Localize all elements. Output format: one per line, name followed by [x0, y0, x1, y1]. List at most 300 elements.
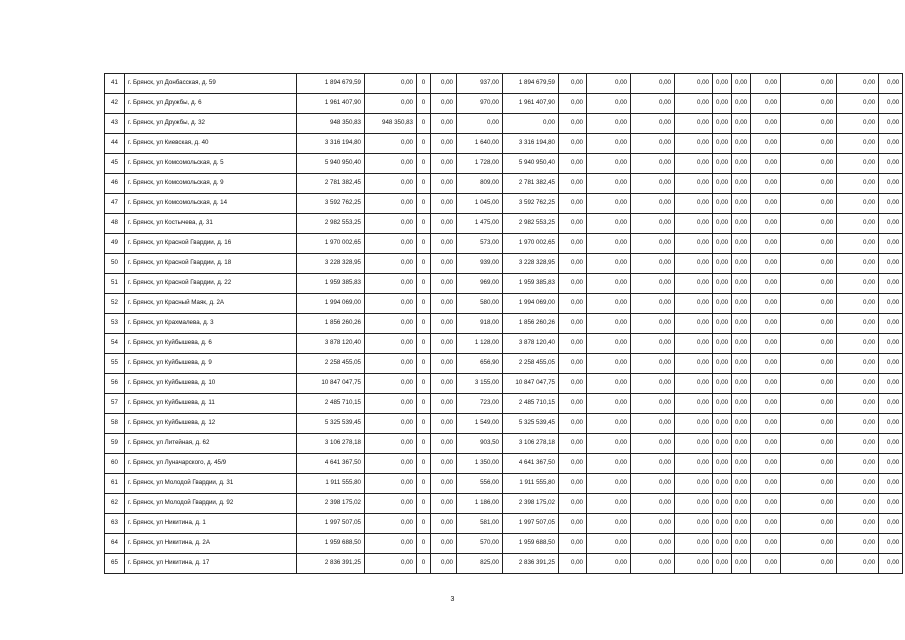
value-cell: 0,00	[631, 194, 675, 214]
value-cell: 0,00	[431, 154, 457, 174]
value-cell: 0,00	[559, 114, 587, 134]
table-row	[105, 554, 903, 574]
value-cell: 0,00	[587, 114, 631, 134]
address-cell: г. Брянск, ул Куйбышева, д. 10	[125, 374, 297, 394]
value-cell: 0,00	[559, 414, 587, 434]
address-cell: г. Брянск, ул Киевская, д. 40	[125, 134, 297, 154]
value-cell: 0,00	[781, 314, 837, 334]
value-cell: 0,00	[587, 374, 631, 394]
value-cell: 1 997 507,05	[297, 514, 365, 534]
value-cell: 0	[417, 394, 431, 414]
table-row	[105, 494, 903, 514]
value-cell: 0,00	[713, 554, 732, 574]
value-cell: 0,00	[431, 94, 457, 114]
value-cell: 0,00	[751, 294, 781, 314]
value-cell: 0,00	[365, 374, 417, 394]
value-cell: 2 398 175,02	[503, 494, 559, 514]
table-row	[105, 434, 903, 454]
table-row	[105, 74, 903, 94]
value-cell: 948 350,83	[365, 114, 417, 134]
value-cell: 0,00	[713, 134, 732, 154]
value-cell: 3 878 120,40	[297, 334, 365, 354]
value-cell: 0,00	[713, 454, 732, 474]
value-cell: 0,00	[751, 454, 781, 474]
value-cell: 1 045,00	[457, 194, 503, 214]
value-cell: 0,00	[713, 474, 732, 494]
value-cell: 3 316 194,80	[503, 134, 559, 154]
value-cell: 918,00	[457, 314, 503, 334]
value-cell: 0,00	[879, 94, 903, 114]
value-cell: 0,00	[837, 534, 879, 554]
value-cell: 0,00	[879, 554, 903, 574]
value-cell: 0,00	[365, 294, 417, 314]
value-cell: 0,00	[837, 554, 879, 574]
value-cell: 0,00	[631, 374, 675, 394]
row-number-cell: 42	[105, 94, 125, 114]
value-cell: 0,00	[431, 74, 457, 94]
value-cell: 0,00	[431, 474, 457, 494]
value-cell: 0,00	[431, 214, 457, 234]
row-number-cell: 44	[105, 134, 125, 154]
value-cell: 0,00	[837, 74, 879, 94]
value-cell: 0,00	[879, 214, 903, 234]
value-cell: 2 485 710,15	[297, 394, 365, 414]
value-cell: 0,00	[732, 554, 751, 574]
value-cell: 0,00	[431, 134, 457, 154]
value-cell: 0,00	[675, 254, 713, 274]
value-cell: 0,00	[631, 314, 675, 334]
value-cell: 1 475,00	[457, 214, 503, 234]
value-cell: 0,00	[879, 174, 903, 194]
value-cell: 0,00	[879, 254, 903, 274]
table-row	[105, 234, 903, 254]
value-cell: 937,00	[457, 74, 503, 94]
value-cell: 1 959 688,50	[503, 534, 559, 554]
value-cell: 0,00	[879, 394, 903, 414]
value-cell: 0,00	[365, 494, 417, 514]
value-cell: 0,00	[713, 514, 732, 534]
table-row	[105, 354, 903, 374]
value-cell: 0,00	[431, 454, 457, 474]
value-cell: 0,00	[559, 254, 587, 274]
address-cell: г. Брянск, ул Дружбы, д. 32	[125, 114, 297, 134]
value-cell: 5 940 950,40	[503, 154, 559, 174]
value-cell: 0,00	[675, 234, 713, 254]
value-cell: 0,00	[732, 114, 751, 134]
value-cell: 0,00	[732, 234, 751, 254]
value-cell: 0,00	[631, 154, 675, 174]
value-cell: 0,00	[713, 534, 732, 554]
value-cell: 0,00	[781, 434, 837, 454]
value-cell: 0,00	[559, 174, 587, 194]
value-cell: 0,00	[713, 274, 732, 294]
value-cell: 0,00	[631, 294, 675, 314]
value-cell: 0,00	[559, 434, 587, 454]
value-cell: 0,00	[631, 354, 675, 374]
value-cell: 0,00	[837, 274, 879, 294]
value-cell: 0,00	[751, 534, 781, 554]
value-cell: 0,00	[781, 254, 837, 274]
value-cell: 0,00	[713, 394, 732, 414]
value-cell: 0,00	[781, 474, 837, 494]
row-number-cell: 63	[105, 514, 125, 534]
value-cell: 0,00	[431, 554, 457, 574]
value-cell: 0,00	[587, 134, 631, 154]
value-cell: 0,00	[559, 234, 587, 254]
value-cell: 0,00	[559, 214, 587, 234]
row-number-cell: 58	[105, 414, 125, 434]
value-cell: 0,00	[751, 394, 781, 414]
value-cell: 0,00	[675, 434, 713, 454]
value-cell: 0,00	[879, 334, 903, 354]
row-number-cell: 60	[105, 454, 125, 474]
value-cell: 3 106 278,18	[503, 434, 559, 454]
row-number-cell: 56	[105, 374, 125, 394]
value-cell: 0,00	[781, 414, 837, 434]
value-cell: 0,00	[837, 94, 879, 114]
value-cell: 0,00	[587, 474, 631, 494]
value-cell: 0,00	[837, 434, 879, 454]
value-cell: 0,00	[587, 214, 631, 234]
value-cell: 0,00	[587, 154, 631, 174]
value-cell: 0,00	[559, 374, 587, 394]
value-cell: 903,50	[457, 434, 503, 454]
value-cell: 0,00	[631, 414, 675, 434]
value-cell: 0,00	[559, 274, 587, 294]
value-cell: 0,00	[713, 434, 732, 454]
value-cell: 0,00	[732, 314, 751, 334]
value-cell: 0,00	[732, 134, 751, 154]
value-cell: 0	[417, 514, 431, 534]
value-cell: 0,00	[713, 94, 732, 114]
address-cell: г. Брянск, ул Луначарского, д. 45/9	[125, 454, 297, 474]
value-cell: 2 781 382,45	[297, 174, 365, 194]
value-cell: 556,00	[457, 474, 503, 494]
value-cell: 3 228 328,95	[297, 254, 365, 274]
value-cell: 0,00	[781, 274, 837, 294]
row-number-cell: 43	[105, 114, 125, 134]
value-cell: 0,00	[675, 474, 713, 494]
value-cell: 0,00	[837, 174, 879, 194]
value-cell: 948 350,83	[297, 114, 365, 134]
value-cell: 0,00	[751, 234, 781, 254]
value-cell: 1 970 002,65	[297, 234, 365, 254]
value-cell: 0,00	[781, 354, 837, 374]
value-cell: 0,00	[631, 394, 675, 414]
table-row	[105, 474, 903, 494]
value-cell: 0,00	[587, 74, 631, 94]
value-cell: 0,00	[587, 494, 631, 514]
value-cell: 0,00	[559, 294, 587, 314]
value-cell: 0,00	[431, 274, 457, 294]
value-cell: 0,00	[431, 254, 457, 274]
value-cell: 0,00	[631, 114, 675, 134]
value-cell: 0,00	[879, 274, 903, 294]
value-cell: 0,00	[837, 134, 879, 154]
value-cell: 0,00	[365, 454, 417, 474]
value-cell: 0,00	[713, 314, 732, 334]
address-cell: г. Брянск, ул Молодой Гвардии, д. 92	[125, 494, 297, 514]
value-cell: 0,00	[879, 134, 903, 154]
value-cell: 0,00	[365, 134, 417, 154]
value-cell: 0,00	[365, 94, 417, 114]
address-cell: г. Брянск, ул Комсомольская, д. 14	[125, 194, 297, 214]
row-number-cell: 64	[105, 534, 125, 554]
table-row	[105, 534, 903, 554]
row-number-cell: 53	[105, 314, 125, 334]
value-cell: 0,00	[587, 454, 631, 474]
value-cell: 0,00	[559, 534, 587, 554]
table-row	[105, 114, 903, 134]
value-cell: 1 350,00	[457, 454, 503, 474]
value-cell: 0,00	[559, 514, 587, 534]
value-cell: 0,00	[879, 354, 903, 374]
value-cell: 0,00	[365, 314, 417, 334]
table-row	[105, 214, 903, 234]
value-cell: 0,00	[713, 114, 732, 134]
value-cell: 1 549,00	[457, 414, 503, 434]
value-cell: 0	[417, 214, 431, 234]
value-cell: 0,00	[587, 554, 631, 574]
value-cell: 0,00	[457, 114, 503, 134]
value-cell: 0,00	[503, 114, 559, 134]
value-cell: 0,00	[751, 354, 781, 374]
value-cell: 0,00	[365, 174, 417, 194]
value-cell: 0,00	[713, 414, 732, 434]
value-cell: 0,00	[365, 234, 417, 254]
value-cell: 0	[417, 154, 431, 174]
value-cell: 0,00	[559, 554, 587, 574]
value-cell: 0,00	[751, 494, 781, 514]
value-cell: 0,00	[751, 214, 781, 234]
value-cell: 0,00	[781, 94, 837, 114]
address-cell: г. Брянск, ул Красной Гвардии, д. 16	[125, 234, 297, 254]
value-cell: 3 228 328,95	[503, 254, 559, 274]
value-cell: 2 982 553,25	[297, 214, 365, 234]
value-cell: 1 911 555,80	[503, 474, 559, 494]
value-cell: 0,00	[675, 194, 713, 214]
row-number-cell: 47	[105, 194, 125, 214]
value-cell: 0	[417, 354, 431, 374]
value-cell: 2 982 553,25	[503, 214, 559, 234]
value-cell: 0,00	[365, 554, 417, 574]
value-cell: 0,00	[713, 74, 732, 94]
value-cell: 580,00	[457, 294, 503, 314]
value-cell: 0,00	[365, 474, 417, 494]
value-cell: 0,00	[781, 334, 837, 354]
value-cell: 0,00	[631, 274, 675, 294]
address-cell: г. Брянск, ул Красной Гвардии, д. 18	[125, 254, 297, 274]
value-cell: 0,00	[559, 154, 587, 174]
value-cell: 0,00	[559, 494, 587, 514]
value-cell: 0,00	[587, 274, 631, 294]
value-cell: 0,00	[365, 354, 417, 374]
value-cell: 0,00	[631, 474, 675, 494]
value-cell: 1 728,00	[457, 154, 503, 174]
value-cell: 969,00	[457, 274, 503, 294]
value-cell: 0	[417, 134, 431, 154]
address-cell: г. Брянск, ул Костычева, д. 31	[125, 214, 297, 234]
value-cell: 0,00	[675, 214, 713, 234]
value-cell: 0,00	[431, 294, 457, 314]
value-cell: 0,00	[431, 114, 457, 134]
row-number-cell: 57	[105, 394, 125, 414]
value-cell: 0,00	[879, 434, 903, 454]
value-cell: 0,00	[837, 254, 879, 274]
table-row	[105, 154, 903, 174]
value-cell: 0,00	[732, 494, 751, 514]
value-cell: 0,00	[879, 454, 903, 474]
data-table	[104, 73, 903, 574]
value-cell: 0,00	[879, 154, 903, 174]
value-cell: 0,00	[879, 314, 903, 334]
value-cell: 0,00	[559, 194, 587, 214]
value-cell: 0	[417, 454, 431, 474]
value-cell: 0,00	[587, 334, 631, 354]
value-cell: 0,00	[631, 534, 675, 554]
value-cell: 0,00	[837, 374, 879, 394]
value-cell: 0,00	[751, 374, 781, 394]
value-cell: 0	[417, 494, 431, 514]
value-cell: 5 325 539,45	[297, 414, 365, 434]
value-cell: 0	[417, 274, 431, 294]
value-cell: 0,00	[675, 294, 713, 314]
value-cell: 3 592 762,25	[297, 194, 365, 214]
value-cell: 0,00	[879, 534, 903, 554]
value-cell: 0,00	[559, 94, 587, 114]
value-cell: 0,00	[879, 234, 903, 254]
value-cell: 0,00	[365, 394, 417, 414]
table-row	[105, 254, 903, 274]
value-cell: 0,00	[675, 114, 713, 134]
value-cell: 0,00	[365, 194, 417, 214]
value-cell: 0,00	[751, 154, 781, 174]
value-cell: 1 994 069,00	[503, 294, 559, 314]
value-cell: 0,00	[431, 414, 457, 434]
row-number-cell: 49	[105, 234, 125, 254]
value-cell: 0,00	[732, 254, 751, 274]
value-cell: 0	[417, 334, 431, 354]
table-row	[105, 394, 903, 414]
value-cell: 0,00	[631, 514, 675, 534]
table-row	[105, 174, 903, 194]
value-cell: 0	[417, 74, 431, 94]
value-cell: 0,00	[559, 74, 587, 94]
value-cell: 0,00	[675, 494, 713, 514]
value-cell: 0,00	[431, 194, 457, 214]
value-cell: 0,00	[781, 514, 837, 534]
value-cell: 1 959 385,83	[503, 274, 559, 294]
value-cell: 0,00	[751, 174, 781, 194]
address-cell: г. Брянск, ул Никитина, д. 2А	[125, 534, 297, 554]
address-cell: г. Брянск, ул Никитина, д. 1	[125, 514, 297, 534]
value-cell: 4 641 367,50	[503, 454, 559, 474]
value-cell: 1 997 507,05	[503, 514, 559, 534]
table-row	[105, 294, 903, 314]
value-cell: 0,00	[713, 174, 732, 194]
value-cell: 1 128,00	[457, 334, 503, 354]
value-cell: 3 878 120,40	[503, 334, 559, 354]
value-cell: 0,00	[751, 114, 781, 134]
value-cell: 0,00	[559, 354, 587, 374]
value-cell: 0,00	[879, 74, 903, 94]
value-cell: 0,00	[587, 414, 631, 434]
value-cell: 0	[417, 234, 431, 254]
value-cell: 3 155,00	[457, 374, 503, 394]
value-cell: 0,00	[781, 174, 837, 194]
value-cell: 0	[417, 434, 431, 454]
value-cell: 0,00	[781, 234, 837, 254]
value-cell: 0,00	[732, 274, 751, 294]
address-cell: г. Брянск, ул Куйбышева, д. 12	[125, 414, 297, 434]
value-cell: 0,00	[675, 374, 713, 394]
value-cell: 1 970 002,65	[503, 234, 559, 254]
value-cell: 0,00	[879, 374, 903, 394]
value-cell: 0,00	[751, 274, 781, 294]
value-cell: 0	[417, 194, 431, 214]
value-cell: 0,00	[837, 414, 879, 434]
value-cell: 0,00	[365, 154, 417, 174]
value-cell: 10 847 047,75	[503, 374, 559, 394]
value-cell: 0,00	[781, 494, 837, 514]
value-cell: 0,00	[431, 494, 457, 514]
value-cell: 0,00	[559, 474, 587, 494]
row-number-cell: 50	[105, 254, 125, 274]
value-cell: 0	[417, 534, 431, 554]
value-cell: 0,00	[781, 114, 837, 134]
table-row	[105, 94, 903, 114]
value-cell: 0,00	[751, 414, 781, 434]
value-cell: 2 398 175,02	[297, 494, 365, 514]
value-cell: 4 641 367,50	[297, 454, 365, 474]
value-cell: 0,00	[431, 234, 457, 254]
value-cell: 809,00	[457, 174, 503, 194]
value-cell: 2 258 455,05	[503, 354, 559, 374]
value-cell: 573,00	[457, 234, 503, 254]
value-cell: 0,00	[631, 494, 675, 514]
value-cell: 0,00	[751, 474, 781, 494]
value-cell: 0,00	[713, 334, 732, 354]
value-cell: 1 959 688,50	[297, 534, 365, 554]
value-cell: 1 961 407,90	[297, 94, 365, 114]
value-cell: 0	[417, 474, 431, 494]
value-cell: 1 856 260,26	[297, 314, 365, 334]
value-cell: 1 994 069,00	[297, 294, 365, 314]
value-cell: 0	[417, 554, 431, 574]
value-cell: 3 316 194,80	[297, 134, 365, 154]
value-cell: 0,00	[675, 274, 713, 294]
value-cell: 0,00	[732, 434, 751, 454]
row-number-cell: 54	[105, 334, 125, 354]
value-cell: 0,00	[751, 434, 781, 454]
address-cell: г. Брянск, ул Комсомольская, д. 5	[125, 154, 297, 174]
value-cell: 0,00	[631, 74, 675, 94]
value-cell: 0,00	[837, 334, 879, 354]
value-cell: 0,00	[837, 114, 879, 134]
value-cell: 0,00	[365, 514, 417, 534]
address-cell: г. Брянск, ул Куйбышева, д. 11	[125, 394, 297, 414]
value-cell: 0,00	[713, 494, 732, 514]
value-cell: 0,00	[365, 254, 417, 274]
value-cell: 2 836 391,25	[297, 554, 365, 574]
value-cell: 0	[417, 114, 431, 134]
value-cell: 0,00	[732, 374, 751, 394]
value-cell: 0	[417, 294, 431, 314]
value-cell: 1 640,00	[457, 134, 503, 154]
row-number-cell: 46	[105, 174, 125, 194]
value-cell: 0,00	[431, 334, 457, 354]
value-cell: 0,00	[675, 74, 713, 94]
